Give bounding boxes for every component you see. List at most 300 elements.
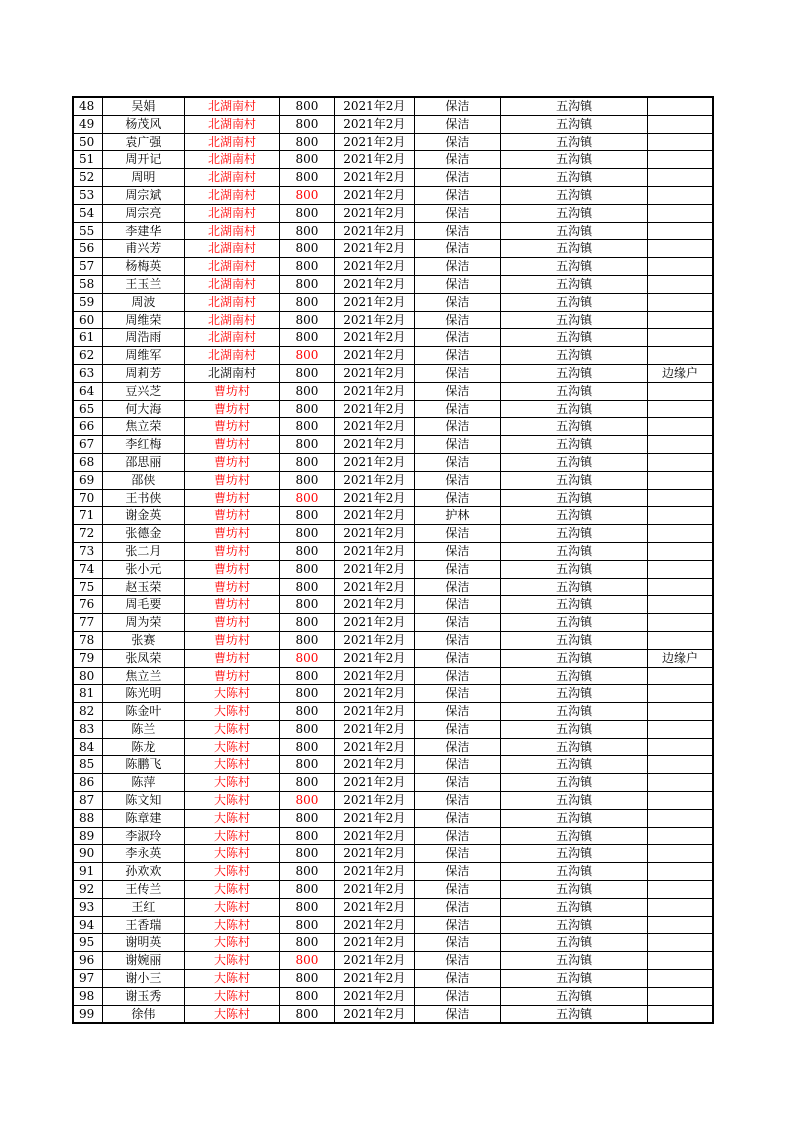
village-cell: 大陈村	[185, 774, 280, 792]
village-cell: 大陈村	[185, 952, 280, 970]
date-cell: 2021年2月	[335, 400, 414, 418]
note-cell	[648, 418, 713, 436]
amount-cell: 800	[279, 863, 334, 881]
date-cell: 2021年2月	[335, 863, 414, 881]
village-cell: 曹坊村	[185, 400, 280, 418]
date-cell: 2021年2月	[335, 311, 414, 329]
job-cell: 护林	[414, 507, 501, 525]
job-cell: 保洁	[414, 204, 501, 222]
row-number-cell: 52	[73, 169, 102, 187]
town-cell: 五沟镇	[501, 382, 648, 400]
village-cell: 大陈村	[185, 738, 280, 756]
town-cell: 五沟镇	[501, 293, 648, 311]
name-cell: 陈鹏飞	[102, 756, 185, 774]
note-cell	[648, 258, 713, 276]
job-cell: 保洁	[414, 827, 501, 845]
note-cell	[648, 970, 713, 988]
village-cell: 北湖南村	[185, 222, 280, 240]
name-cell: 豆兴芝	[102, 382, 185, 400]
date-cell: 2021年2月	[335, 204, 414, 222]
amount-cell: 800	[279, 827, 334, 845]
town-cell: 五沟镇	[501, 204, 648, 222]
name-cell: 张赛	[102, 631, 185, 649]
row-number-cell: 83	[73, 720, 102, 738]
town-cell: 五沟镇	[501, 845, 648, 863]
amount-cell: 800	[279, 596, 334, 614]
amount-cell: 800	[279, 934, 334, 952]
row-number-cell: 49	[73, 115, 102, 133]
town-cell: 五沟镇	[501, 347, 648, 365]
name-cell: 谢小三	[102, 970, 185, 988]
job-cell: 保洁	[414, 631, 501, 649]
row-number-cell: 92	[73, 881, 102, 899]
amount-cell: 800	[279, 418, 334, 436]
note-cell	[648, 596, 713, 614]
table-row	[73, 720, 713, 738]
town-cell: 五沟镇	[501, 542, 648, 560]
name-cell: 谢玉秀	[102, 987, 185, 1005]
note-cell	[648, 916, 713, 934]
date-cell: 2021年2月	[335, 240, 414, 258]
table-row	[73, 258, 713, 276]
table-row	[73, 614, 713, 632]
job-cell: 保洁	[414, 293, 501, 311]
name-cell: 焦立兰	[102, 667, 185, 685]
amount-cell: 800	[279, 898, 334, 916]
name-cell: 邵侠	[102, 471, 185, 489]
table-row	[73, 934, 713, 952]
note-cell	[648, 863, 713, 881]
name-cell: 陈光明	[102, 685, 185, 703]
town-cell: 五沟镇	[501, 774, 648, 792]
name-cell: 王红	[102, 898, 185, 916]
name-cell: 陈文知	[102, 792, 185, 810]
table-row	[73, 329, 713, 347]
date-cell: 2021年2月	[335, 258, 414, 276]
note-cell	[648, 774, 713, 792]
note-cell	[648, 881, 713, 899]
town-cell: 五沟镇	[501, 329, 648, 347]
village-cell: 大陈村	[185, 987, 280, 1005]
date-cell: 2021年2月	[335, 596, 414, 614]
date-cell: 2021年2月	[335, 133, 414, 151]
amount-cell: 800	[279, 916, 334, 934]
village-cell: 曹坊村	[185, 436, 280, 454]
name-cell: 王玉兰	[102, 275, 185, 293]
village-cell: 大陈村	[185, 809, 280, 827]
village-cell: 北湖南村	[185, 204, 280, 222]
table-row	[73, 293, 713, 311]
table-row	[73, 275, 713, 293]
date-cell: 2021年2月	[335, 115, 414, 133]
note-cell	[648, 222, 713, 240]
row-number-cell: 97	[73, 970, 102, 988]
date-cell: 2021年2月	[335, 293, 414, 311]
amount-cell: 800	[279, 151, 334, 169]
amount-cell: 800	[279, 525, 334, 543]
amount-cell: 800	[279, 275, 334, 293]
town-cell: 五沟镇	[501, 258, 648, 276]
amount-cell: 800	[279, 382, 334, 400]
job-cell: 保洁	[414, 347, 501, 365]
table-row	[73, 685, 713, 703]
village-cell: 北湖南村	[185, 97, 280, 115]
village-cell: 北湖南村	[185, 258, 280, 276]
row-number-cell: 72	[73, 525, 102, 543]
town-cell: 五沟镇	[501, 97, 648, 115]
date-cell: 2021年2月	[335, 756, 414, 774]
amount-cell: 800	[279, 436, 334, 454]
job-cell: 保洁	[414, 418, 501, 436]
job-cell: 保洁	[414, 720, 501, 738]
row-number-cell: 94	[73, 916, 102, 934]
village-cell: 曹坊村	[185, 649, 280, 667]
date-cell: 2021年2月	[335, 186, 414, 204]
date-cell: 2021年2月	[335, 169, 414, 187]
town-cell: 五沟镇	[501, 186, 648, 204]
note-cell	[648, 240, 713, 258]
table-row	[73, 898, 713, 916]
town-cell: 五沟镇	[501, 578, 648, 596]
note-cell	[648, 507, 713, 525]
row-number-cell: 55	[73, 222, 102, 240]
table-row	[73, 578, 713, 596]
job-cell: 保洁	[414, 649, 501, 667]
job-cell: 保洁	[414, 560, 501, 578]
name-cell: 李淑玲	[102, 827, 185, 845]
note-cell	[648, 436, 713, 454]
name-cell: 周维军	[102, 347, 185, 365]
date-cell: 2021年2月	[335, 489, 414, 507]
table-row	[73, 774, 713, 792]
row-number-cell: 54	[73, 204, 102, 222]
table-row	[73, 453, 713, 471]
table-row	[73, 596, 713, 614]
table-row	[73, 756, 713, 774]
row-number-cell: 93	[73, 898, 102, 916]
date-cell: 2021年2月	[335, 934, 414, 952]
amount-cell: 800	[279, 667, 334, 685]
job-cell: 保洁	[414, 596, 501, 614]
row-number-cell: 95	[73, 934, 102, 952]
town-cell: 五沟镇	[501, 560, 648, 578]
name-cell: 李永英	[102, 845, 185, 863]
table-row	[73, 863, 713, 881]
village-cell: 北湖南村	[185, 329, 280, 347]
date-cell: 2021年2月	[335, 809, 414, 827]
table-row	[73, 382, 713, 400]
town-cell: 五沟镇	[501, 1005, 648, 1023]
row-number-cell: 50	[73, 133, 102, 151]
row-number-cell: 60	[73, 311, 102, 329]
job-cell: 保洁	[414, 916, 501, 934]
note-cell	[648, 275, 713, 293]
job-cell: 保洁	[414, 738, 501, 756]
job-cell: 保洁	[414, 845, 501, 863]
note-cell	[648, 525, 713, 543]
job-cell: 保洁	[414, 258, 501, 276]
amount-cell: 800	[279, 258, 334, 276]
amount-cell: 800	[279, 222, 334, 240]
village-cell: 北湖南村	[185, 347, 280, 365]
name-cell: 周宗亮	[102, 204, 185, 222]
village-cell: 北湖南村	[185, 364, 280, 382]
row-number-cell: 84	[73, 738, 102, 756]
town-cell: 五沟镇	[501, 863, 648, 881]
date-cell: 2021年2月	[335, 471, 414, 489]
job-cell: 保洁	[414, 525, 501, 543]
note-cell	[648, 667, 713, 685]
note-cell	[648, 738, 713, 756]
name-cell: 谢明英	[102, 934, 185, 952]
job-cell: 保洁	[414, 685, 501, 703]
date-cell: 2021年2月	[335, 382, 414, 400]
note-cell: 边缘户	[648, 364, 713, 382]
amount-cell: 800	[279, 204, 334, 222]
row-number-cell: 98	[73, 987, 102, 1005]
name-cell: 陈金叶	[102, 703, 185, 721]
note-cell	[648, 400, 713, 418]
name-cell: 周浩雨	[102, 329, 185, 347]
amount-cell: 800	[279, 614, 334, 632]
village-cell: 大陈村	[185, 685, 280, 703]
town-cell: 五沟镇	[501, 525, 648, 543]
village-cell: 曹坊村	[185, 507, 280, 525]
table-row	[73, 1005, 713, 1023]
row-number-cell: 63	[73, 364, 102, 382]
job-cell: 保洁	[414, 311, 501, 329]
row-number-cell: 74	[73, 560, 102, 578]
note-cell	[648, 133, 713, 151]
town-cell: 五沟镇	[501, 400, 648, 418]
note-cell	[648, 115, 713, 133]
job-cell: 保洁	[414, 151, 501, 169]
town-cell: 五沟镇	[501, 489, 648, 507]
table-row	[73, 133, 713, 151]
row-number-cell: 76	[73, 596, 102, 614]
payroll-table	[72, 96, 714, 1024]
job-cell: 保洁	[414, 382, 501, 400]
job-cell: 保洁	[414, 329, 501, 347]
table-row	[73, 542, 713, 560]
note-cell	[648, 685, 713, 703]
note-cell	[648, 329, 713, 347]
row-number-cell: 77	[73, 614, 102, 632]
amount-cell: 800	[279, 685, 334, 703]
amount-cell: 800	[279, 97, 334, 115]
row-number-cell: 88	[73, 809, 102, 827]
job-cell: 保洁	[414, 115, 501, 133]
row-number-cell: 48	[73, 97, 102, 115]
name-cell: 杨茂风	[102, 115, 185, 133]
date-cell: 2021年2月	[335, 881, 414, 899]
amount-cell: 800	[279, 400, 334, 418]
note-cell	[648, 471, 713, 489]
row-number-cell: 59	[73, 293, 102, 311]
table-row	[73, 222, 713, 240]
town-cell: 五沟镇	[501, 881, 648, 899]
town-cell: 五沟镇	[501, 471, 648, 489]
note-cell	[648, 169, 713, 187]
amount-cell: 800	[279, 471, 334, 489]
name-cell: 张二月	[102, 542, 185, 560]
town-cell: 五沟镇	[501, 614, 648, 632]
village-cell: 大陈村	[185, 934, 280, 952]
town-cell: 五沟镇	[501, 720, 648, 738]
job-cell: 保洁	[414, 881, 501, 899]
amount-cell: 800	[279, 720, 334, 738]
name-cell: 张小元	[102, 560, 185, 578]
note-cell	[648, 934, 713, 952]
amount-cell: 800	[279, 293, 334, 311]
note-cell	[648, 578, 713, 596]
name-cell: 谢婉丽	[102, 952, 185, 970]
job-cell: 保洁	[414, 987, 501, 1005]
town-cell: 五沟镇	[501, 987, 648, 1005]
table-row	[73, 809, 713, 827]
row-number-cell: 57	[73, 258, 102, 276]
note-cell	[648, 97, 713, 115]
village-cell: 大陈村	[185, 703, 280, 721]
date-cell: 2021年2月	[335, 987, 414, 1005]
village-cell: 大陈村	[185, 792, 280, 810]
row-number-cell: 80	[73, 667, 102, 685]
amount-cell: 800	[279, 987, 334, 1005]
date-cell: 2021年2月	[335, 1005, 414, 1023]
amount-cell: 800	[279, 507, 334, 525]
village-cell: 曹坊村	[185, 471, 280, 489]
row-number-cell: 87	[73, 792, 102, 810]
row-number-cell: 91	[73, 863, 102, 881]
table-row	[73, 97, 713, 115]
village-cell: 北湖南村	[185, 240, 280, 258]
town-cell: 五沟镇	[501, 275, 648, 293]
date-cell: 2021年2月	[335, 560, 414, 578]
job-cell: 保洁	[414, 489, 501, 507]
date-cell: 2021年2月	[335, 631, 414, 649]
amount-cell: 800	[279, 845, 334, 863]
village-cell: 曹坊村	[185, 560, 280, 578]
note-cell	[648, 311, 713, 329]
name-cell: 陈兰	[102, 720, 185, 738]
town-cell: 五沟镇	[501, 649, 648, 667]
row-number-cell: 53	[73, 186, 102, 204]
town-cell: 五沟镇	[501, 151, 648, 169]
town-cell: 五沟镇	[501, 222, 648, 240]
town-cell: 五沟镇	[501, 970, 648, 988]
date-cell: 2021年2月	[335, 845, 414, 863]
amount-cell: 800	[279, 169, 334, 187]
amount-cell: 800	[279, 649, 334, 667]
date-cell: 2021年2月	[335, 970, 414, 988]
job-cell: 保洁	[414, 934, 501, 952]
table-row	[73, 560, 713, 578]
village-cell: 北湖南村	[185, 275, 280, 293]
note-cell	[648, 382, 713, 400]
village-cell: 大陈村	[185, 1005, 280, 1023]
note-cell: 边缘户	[648, 649, 713, 667]
name-cell: 周毛要	[102, 596, 185, 614]
note-cell	[648, 293, 713, 311]
date-cell: 2021年2月	[335, 542, 414, 560]
village-cell: 曹坊村	[185, 578, 280, 596]
row-number-cell: 96	[73, 952, 102, 970]
table-row	[73, 827, 713, 845]
name-cell: 孙欢欢	[102, 863, 185, 881]
amount-cell: 800	[279, 578, 334, 596]
date-cell: 2021年2月	[335, 720, 414, 738]
job-cell: 保洁	[414, 774, 501, 792]
job-cell: 保洁	[414, 275, 501, 293]
row-number-cell: 78	[73, 631, 102, 649]
date-cell: 2021年2月	[335, 97, 414, 115]
note-cell	[648, 204, 713, 222]
job-cell: 保洁	[414, 97, 501, 115]
date-cell: 2021年2月	[335, 685, 414, 703]
row-number-cell: 71	[73, 507, 102, 525]
table-row	[73, 186, 713, 204]
village-cell: 北湖南村	[185, 133, 280, 151]
table-row	[73, 204, 713, 222]
table-row	[73, 418, 713, 436]
note-cell	[648, 703, 713, 721]
village-cell: 曹坊村	[185, 489, 280, 507]
table-body	[73, 97, 713, 1023]
name-cell: 何大海	[102, 400, 185, 418]
name-cell: 谢金英	[102, 507, 185, 525]
job-cell: 保洁	[414, 169, 501, 187]
name-cell: 袁广强	[102, 133, 185, 151]
table-row	[73, 240, 713, 258]
job-cell: 保洁	[414, 133, 501, 151]
village-cell: 大陈村	[185, 845, 280, 863]
name-cell: 杨梅英	[102, 258, 185, 276]
table-row	[73, 987, 713, 1005]
village-cell: 曹坊村	[185, 382, 280, 400]
village-cell: 大陈村	[185, 720, 280, 738]
town-cell: 五沟镇	[501, 756, 648, 774]
note-cell	[648, 151, 713, 169]
job-cell: 保洁	[414, 809, 501, 827]
job-cell: 保洁	[414, 792, 501, 810]
name-cell: 周开记	[102, 151, 185, 169]
job-cell: 保洁	[414, 614, 501, 632]
town-cell: 五沟镇	[501, 418, 648, 436]
name-cell: 张凤荣	[102, 649, 185, 667]
date-cell: 2021年2月	[335, 667, 414, 685]
town-cell: 五沟镇	[501, 115, 648, 133]
village-cell: 北湖南村	[185, 115, 280, 133]
name-cell: 陈章建	[102, 809, 185, 827]
amount-cell: 800	[279, 1005, 334, 1023]
note-cell	[648, 792, 713, 810]
table-row	[73, 347, 713, 365]
job-cell: 保洁	[414, 578, 501, 596]
name-cell: 周宗斌	[102, 186, 185, 204]
date-cell: 2021年2月	[335, 578, 414, 596]
job-cell: 保洁	[414, 364, 501, 382]
name-cell: 赵玉荣	[102, 578, 185, 596]
row-number-cell: 86	[73, 774, 102, 792]
village-cell: 曹坊村	[185, 525, 280, 543]
amount-cell: 800	[279, 792, 334, 810]
table-row	[73, 703, 713, 721]
note-cell	[648, 560, 713, 578]
village-cell: 大陈村	[185, 756, 280, 774]
note-cell	[648, 347, 713, 365]
village-cell: 曹坊村	[185, 542, 280, 560]
note-cell	[648, 827, 713, 845]
